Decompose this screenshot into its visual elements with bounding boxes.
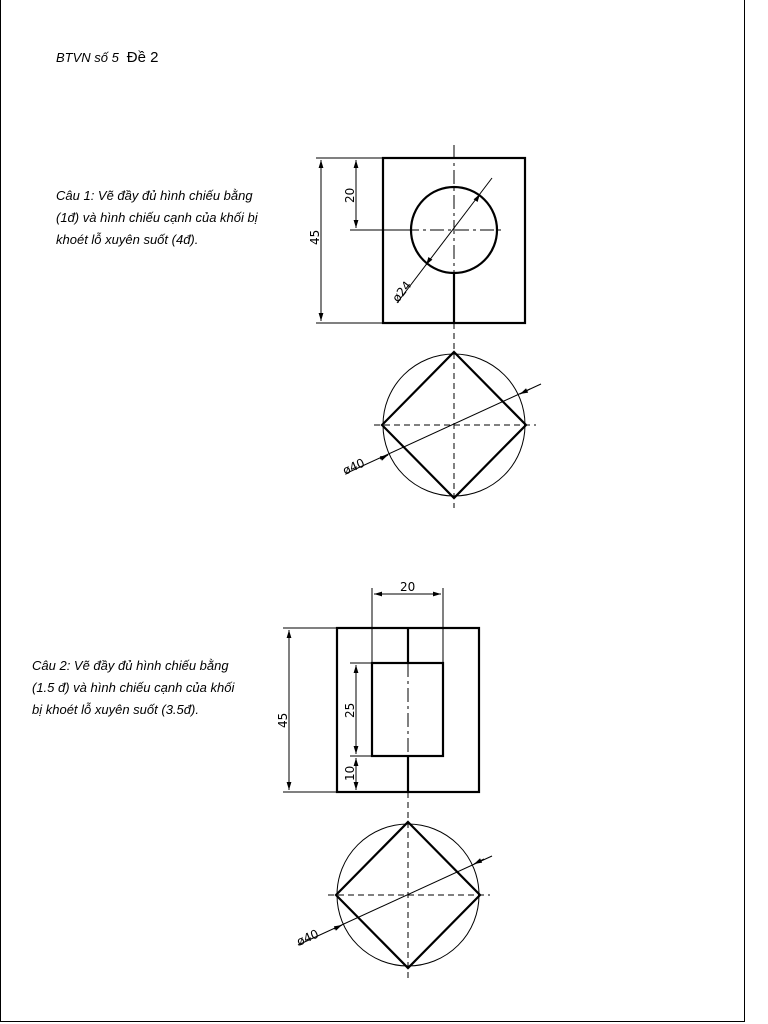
dim-hole-height-label: 25 [343,702,357,718]
dim-outer-diameter-label: ø40 [294,926,321,949]
drawing-2-top-view [295,792,492,978]
dim-hole-width-label: 20 [400,580,416,594]
question-1-line: Câu 1: Vẽ đầy đủ hình chiếu bằng [56,188,253,203]
dim-hole-bottom-label: 10 [343,765,357,781]
heading-title: Đề 2 [126,49,159,66]
question-2-line: bị khoét lỗ xuyên suốt (3.5đ). [32,702,199,717]
dimension-arrow [474,859,484,864]
question-2-line: Câu 2: Vẽ đầy đủ hình chiếu bằng [32,658,229,673]
dimension-arrow [334,925,342,929]
question-1-line: khoét lỗ xuyên suốt (4đ). [56,232,199,247]
heading-prefix: BTVN số 5 [56,50,119,65]
drawing-1-front-view [308,145,525,323]
dimension-arrow [520,389,530,394]
dim-hole-diameter-label: ø24 [389,278,415,305]
dim-outer-diameter-label: ø40 [340,455,367,478]
dim-hole-offset-label: 20 [343,187,357,203]
drawing-2-front-view [276,580,479,792]
question-2-line: (1.5 đ) và hình chiếu cạnh của khối [32,680,235,695]
leader-line [347,384,541,473]
drawing-1-top-view [341,323,541,508]
dim-height-label: 45 [308,229,322,245]
dim-height-label: 45 [276,712,290,728]
question-1-line: (1đ) và hình chiếu cạnh của khối bị [56,210,258,225]
leader-line [298,856,492,945]
